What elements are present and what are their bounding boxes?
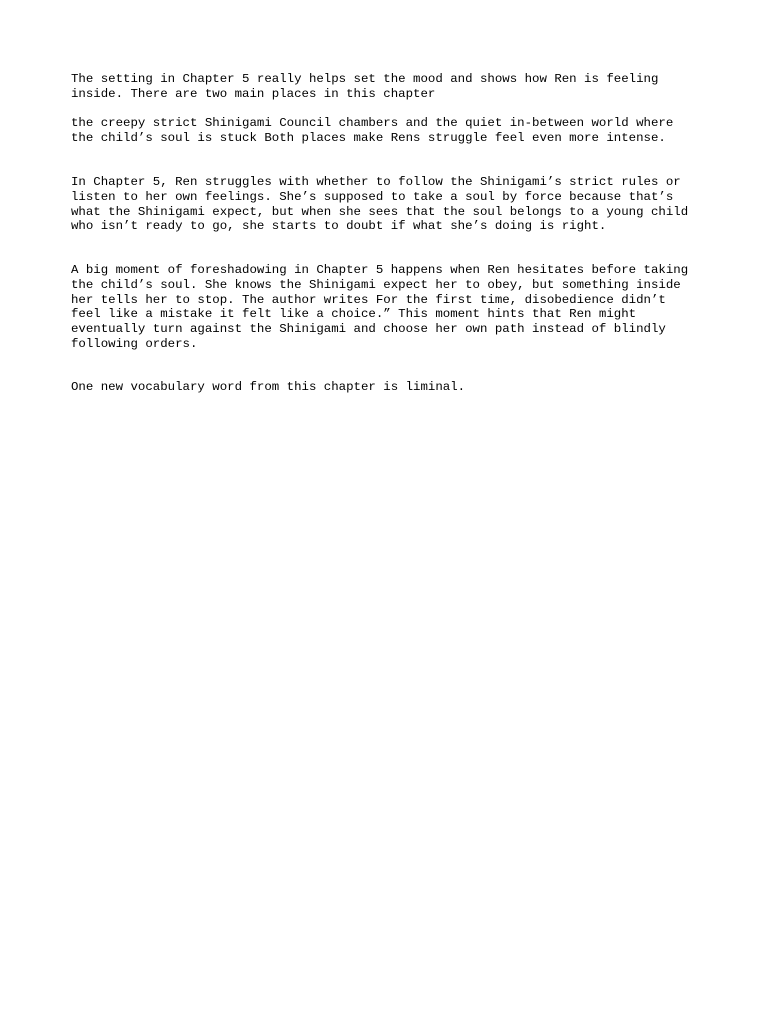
paragraph-vocabulary: One new vocabulary word from this chapter is liminal.: [71, 380, 466, 394]
paragraph-conflict: In Chapter 5, Ren struggles with whether to follow the Shinigami’s strict rules or listen to her own feelings. She’s supposed to take a soul by force because that’s what the Shinigami expect, but when she sees that the soul belongs to a young child who isn’t ready to go, she starts to doubt if what she’s doing is right.: [71, 175, 689, 234]
paragraph-setting-intro: The setting in Chapter 5 really helps set the mood and shows how Ren is feeling inside. There are two main places in this chapter: [71, 72, 659, 101]
paragraph-foreshadowing: A big moment of foreshadowing in Chapter 5 happens when Ren hesitates before taking the child’s soul. She knows the Shinigami expect her to obey, but something inside her tells her to stop. The author writes For the first time, disobedience didn’t feel like a mistake it felt like a choice.” This moment hints that Ren might eventually turn against the Shinigami and choose her own path instead of blindly following orders.: [71, 263, 689, 351]
paragraph-setting-places: the creepy strict Shinigami Council chambers and the quiet in-between world where the child’s soul is stuck Both places make Rens struggle feel even more intense.: [71, 116, 674, 145]
